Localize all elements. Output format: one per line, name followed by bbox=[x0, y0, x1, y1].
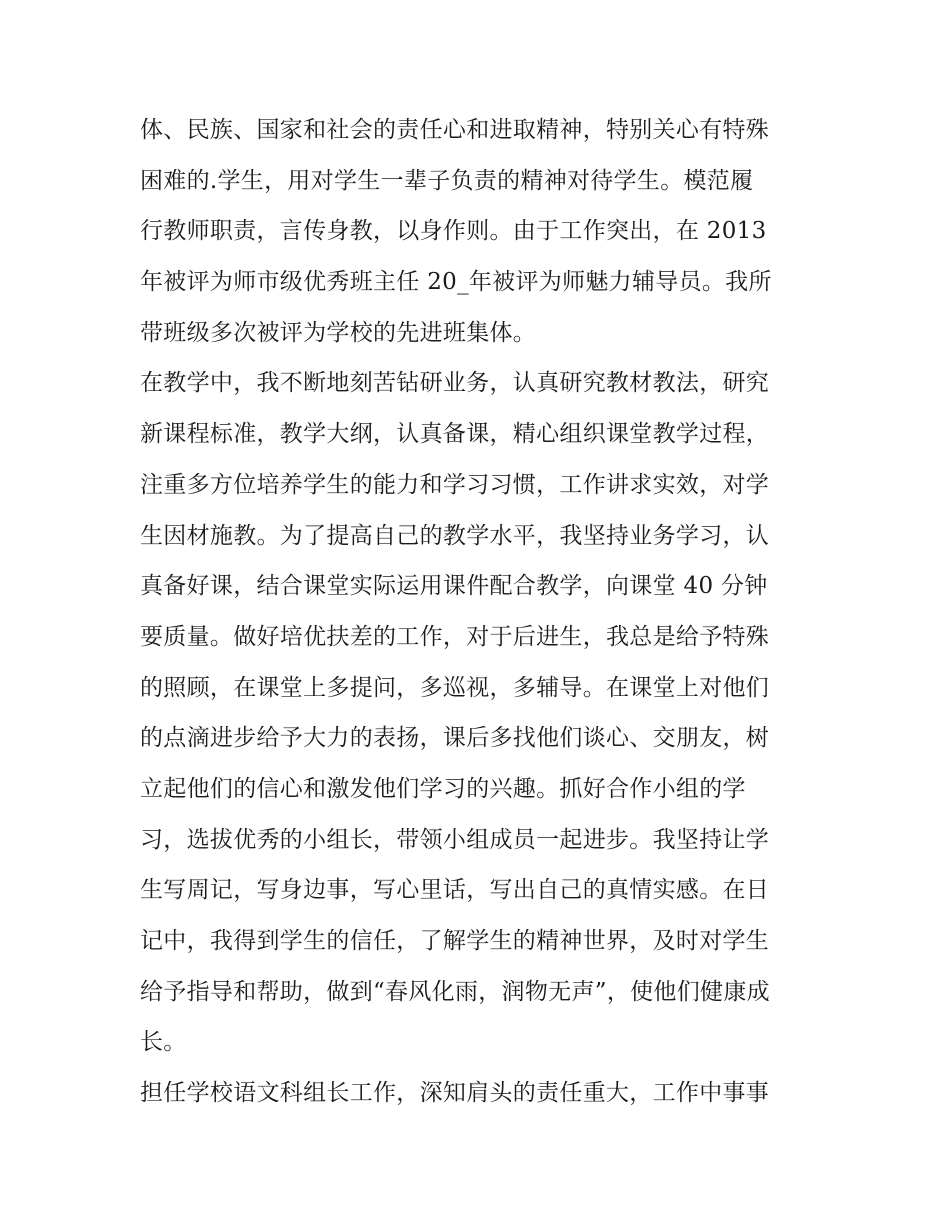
text-line: 立起他们的信心和激发他们学习的兴趣。抓好合作小组的学 bbox=[140, 775, 746, 802]
text-line: 要质量。做好培优扶差的工作，对于后进生，我总是给予特殊 bbox=[140, 623, 770, 650]
text-line: 生写周记，写身边事，写心里话，写出自己的真情实感。在日 bbox=[140, 877, 770, 904]
text-line: 担任学校语文科组长工作，深知肩头的责任重大，工作中事事 bbox=[140, 1080, 770, 1107]
text-line: 年被评为师市级优秀班主任 20_年被评为师魅力辅导员。我所 bbox=[140, 269, 772, 296]
text-line: 长。 bbox=[140, 1029, 187, 1056]
text-line: 习，选拔优秀的小组长，带领小组成员一起进步。我坚持让学 bbox=[140, 826, 770, 853]
text-line: 行教师职责，言传身教，以身作则。由于工作突出，在 2013 bbox=[140, 218, 767, 245]
text-line: 给予指导和帮助，做到“春风化雨，润物无声”，使他们健康成 bbox=[140, 978, 770, 1005]
text-line: 注重多方位培养学生的能力和学习习惯，工作讲求实效，对学 bbox=[140, 471, 770, 498]
document-body bbox=[140, 105, 820, 1119]
text-line: 的点滴进步给予大力的表扬，课后多找他们谈心、交朋友，树 bbox=[140, 725, 770, 752]
text-line: 新课程标准，教学大纲，认真备课，精心组织课堂教学过程， bbox=[140, 421, 770, 448]
text-line: 生因材施教。为了提高自己的教学水平，我坚持业务学习，认 bbox=[140, 522, 770, 549]
text-line: 困难的.学生，用对学生一辈子负责的精神对待学生。模范履 bbox=[140, 167, 754, 194]
text-line: 带班级多次被评为学校的先进班集体。 bbox=[140, 319, 537, 346]
text-line: 真备好课，结合课堂实际运用课件配合教学，向课堂 40 分钟 bbox=[140, 573, 768, 600]
text-line: 的照顾，在课堂上多提问，多巡视，多辅导。在课堂上对他们 bbox=[140, 674, 770, 701]
text-line: 记中，我得到学生的信任，了解学生的精神世界，及时对学生 bbox=[140, 928, 770, 954]
text-line: 体、民族、国家和社会的责任心和进取精神，特别关心有特殊 bbox=[140, 117, 770, 143]
text-line: 在教学中，我不断地刻苦钻研业务，认真研究教材教法，研究 bbox=[140, 370, 770, 397]
